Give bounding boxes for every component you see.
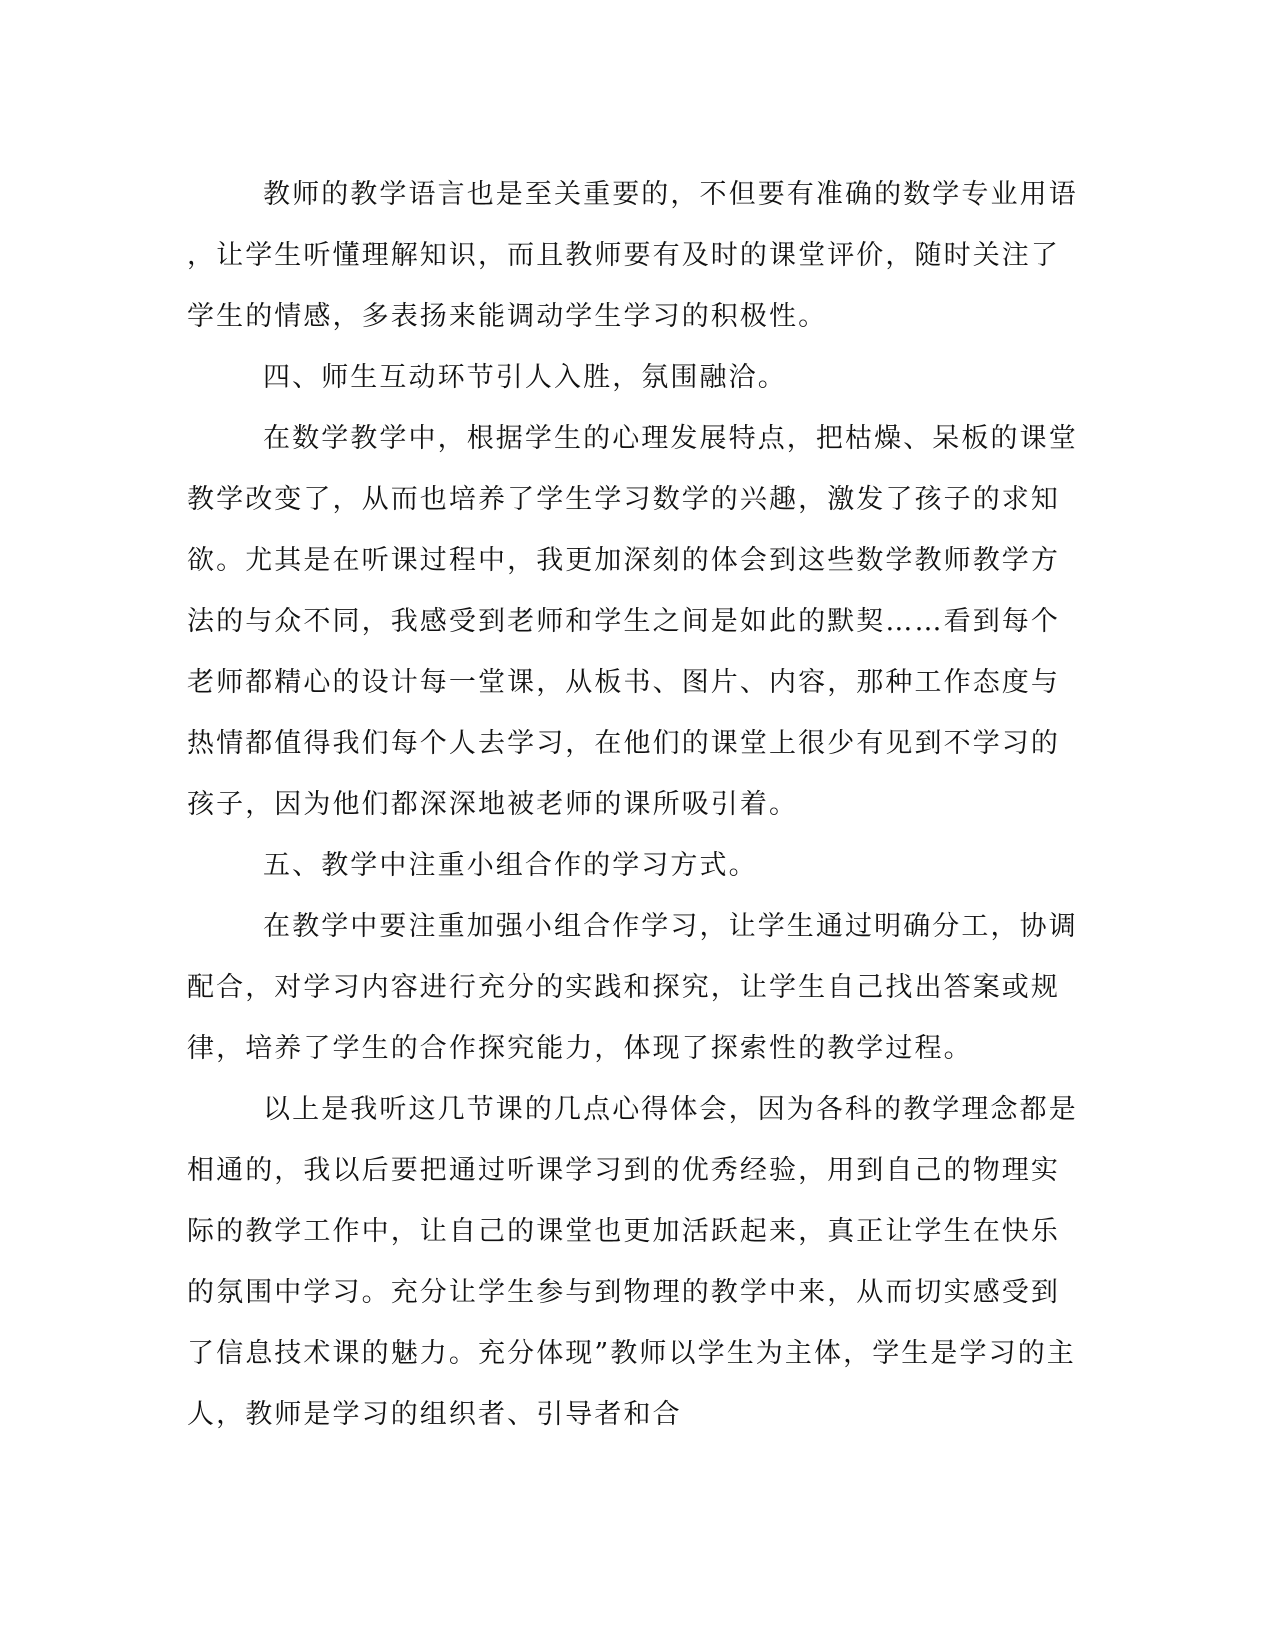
text-line: 律，培养了学生的合作探究能力，体现了探索性的教学过程。 [187, 1033, 973, 1064]
text-line: 孩子，因为他们都深深地被老师的课所吸引着。 [187, 789, 799, 820]
text-line: 以上是我听这几节课的几点心得体会，因为各科的教学理念都是 [263, 1094, 1078, 1125]
text-line: 法的与众不同，我感受到老师和学生之间是如此的默契……看到每个 [187, 606, 1060, 637]
text-line: 了信息技术课的魅力。充分体现”教师以学生为主体，学生是学习的主 [187, 1338, 1076, 1369]
text-line: 人，教师是学习的组织者、引导者和合 [187, 1399, 682, 1430]
text-line: 相通的，我以后要把通过听课学习到的优秀经验，用到自己的物理实 [187, 1155, 1060, 1186]
section-heading: 四、师生互动环节引人入胜，氛围融洽。 [263, 362, 787, 393]
text-line: 的氛围中学习。充分让学生参与到物理的教学中来，从而切实感受到 [187, 1277, 1060, 1308]
text-line: 热情都值得我们每个人去学习，在他们的课堂上很少有见到不学习的 [187, 728, 1060, 759]
text-line: 老师都精心的设计每一堂课，从板书、图片、内容，那种工作态度与 [187, 667, 1060, 698]
text-line: 学生的情感，多表扬来能调动学生学习的积极性。 [187, 301, 828, 332]
text-line: 际的教学工作中，让自己的课堂也更加活跃起来，真正让学生在快乐 [187, 1216, 1060, 1247]
text-line: 配合，对学习内容进行充分的实践和探究，让学生自己找出答案或规 [187, 972, 1060, 1003]
text-line: 教学改变了，从而也培养了学生学习数学的兴趣，激发了孩子的求知 [187, 484, 1060, 515]
text-line: 教师的教学语言也是至关重要的，不但要有准确的数学专业用语 [263, 179, 1078, 210]
document-body [187, 164, 1078, 1445]
text-line: 在教学中要注重加强小组合作学习，让学生通过明确分工，协调 [263, 911, 1078, 942]
text-line: 在数学教学中，根据学生的心理发展特点，把枯燥、呆板的课堂 [263, 423, 1078, 454]
text-line: ，让学生听懂理解知识，而且教师要有及时的课堂评价，随时关注了 [187, 240, 1060, 271]
section-heading: 五、教学中注重小组合作的学习方式。 [263, 850, 758, 881]
text-line: 欲。尤其是在听课过程中，我更加深刻的体会到这些数学教师教学方 [187, 545, 1060, 576]
